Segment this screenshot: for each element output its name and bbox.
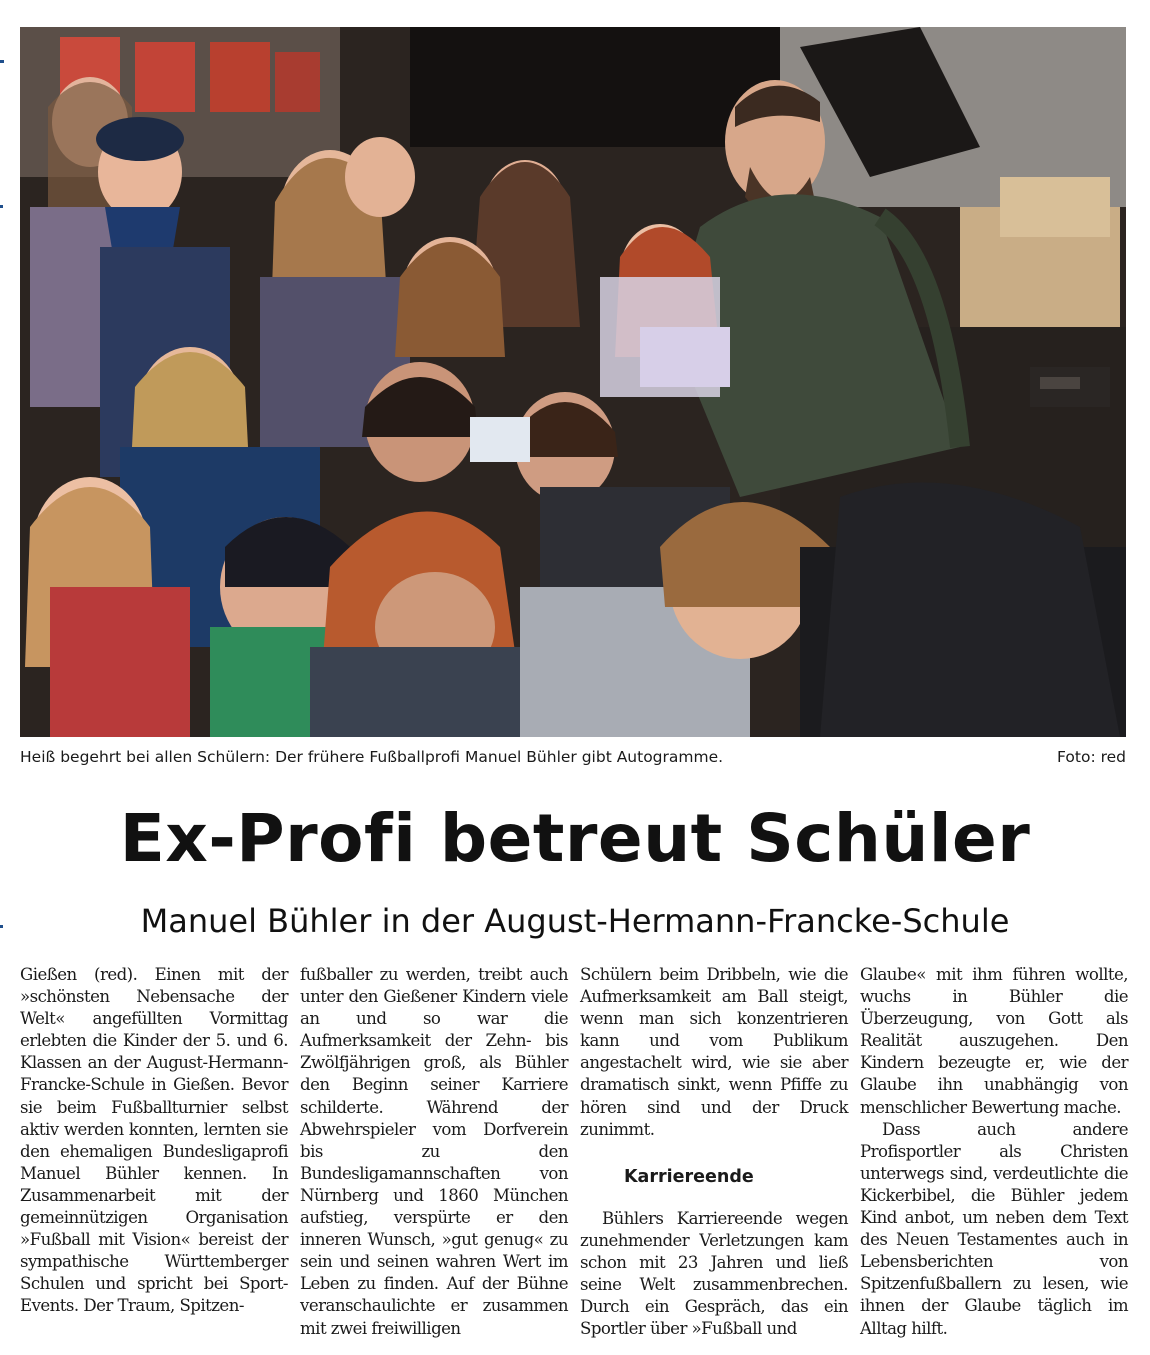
article-column-4 xyxy=(860,964,1128,1340)
article-photo xyxy=(20,27,1126,737)
margin-marker-top xyxy=(0,60,4,63)
article-paragraph: fußballer zu werden, treibt auch unter den Gießener Kindern viele an und so war die Aufmerksamkeit der Zehn- bis Zwölfjährigen groß, als Bühler den Beginn seiner Karriere schilderte. Während der Abwehrspieler vom Dorfverein bis zu den Bundesligamannschaften von Nürnberg und 1860 München aufstieg, verspürte er den inneren Wunsch, »gut genug« zu sein und seinen wahren Wert im Leben zu finden. Auf der Bühne veranschaulichte er zusammen mit zwei freiwilligen xyxy=(300,965,568,1338)
article-paragraph: Bühlers Karriereende wegen zunehmender Verletzungen kam schon mit 23 Jahren und ließ seine Welt zusammenbrechen. Durch ein Gespräch, das ein Sportler über »Fußball und xyxy=(580,1208,848,1339)
subheadline: Manuel Bühler in der August-Hermann-Francke-Schule xyxy=(140,902,1010,940)
article-column-3 xyxy=(580,964,848,1340)
article-paragraph: Dass auch andere Profisportler als Christen unterwegs sind, verdeutlichte die Kickerbibel, die Bühler jedem Kind anbot, um neben dem Text des Neuen Testamentes auch in Lebensberichten von Spitzenfußballern zu lesen, wie ihnen der Glaube täglich im Alltag hilft. xyxy=(860,1119,1128,1338)
headline: Ex-Profi betreut Schüler xyxy=(119,800,1031,877)
article-column-2 xyxy=(300,964,568,1340)
section-subhead: Karriereende xyxy=(624,1166,754,1187)
margin-marker-mid xyxy=(0,205,3,208)
photo-caption: Heiß begehrt bei allen Schülern: Der frühere Fußballprofi Manuel Bühler gibt Autogramme. xyxy=(20,748,724,766)
photo-credit: Foto: red xyxy=(1057,748,1126,766)
article-paragraph: Schülern beim Dribbeln, wie die Aufmerksamkeit am Ball steigt, wenn man sich konzentrieren kann und vom Publikum angestachelt wird, wie sie aber dramatisch sinkt, wenn Pfiffe zu hören sind und der Druck zunimmt. xyxy=(580,965,848,1139)
article-paragraph: Gießen (red). Einen mit der »schönsten Nebensache der Welt« angefüllten Vormittag erlebten die Kinder der 5. und 6. Klassen an der August-Hermann-Francke-Schule in Gießen. Bevor sie beim Fußballturnier selbst aktiv werden konnten, lernten sie den ehemaligen Bundesligaprofi Manuel Bühler kennen. In Zusammenarbeit mit der gemeinnützigen Organisation »Fußball mit Vision« bereist der sympathische Württemberger Schulen und spricht bei Sport-Events. Der Traum, Spitzen- xyxy=(20,965,288,1316)
photo-illustration xyxy=(20,27,1126,737)
photo-caption-row xyxy=(20,748,1126,770)
article-paragraph: Glaube« mit ihm führen wollte, wuchs in Bühler die Überzeugung, von Gott als Realität auszugehen. Den Kindern bezeugte er, wie der Glaube ihn unabhängig von menschlicher Bewertung mache. xyxy=(860,965,1128,1117)
article-column-1 xyxy=(20,964,288,1318)
